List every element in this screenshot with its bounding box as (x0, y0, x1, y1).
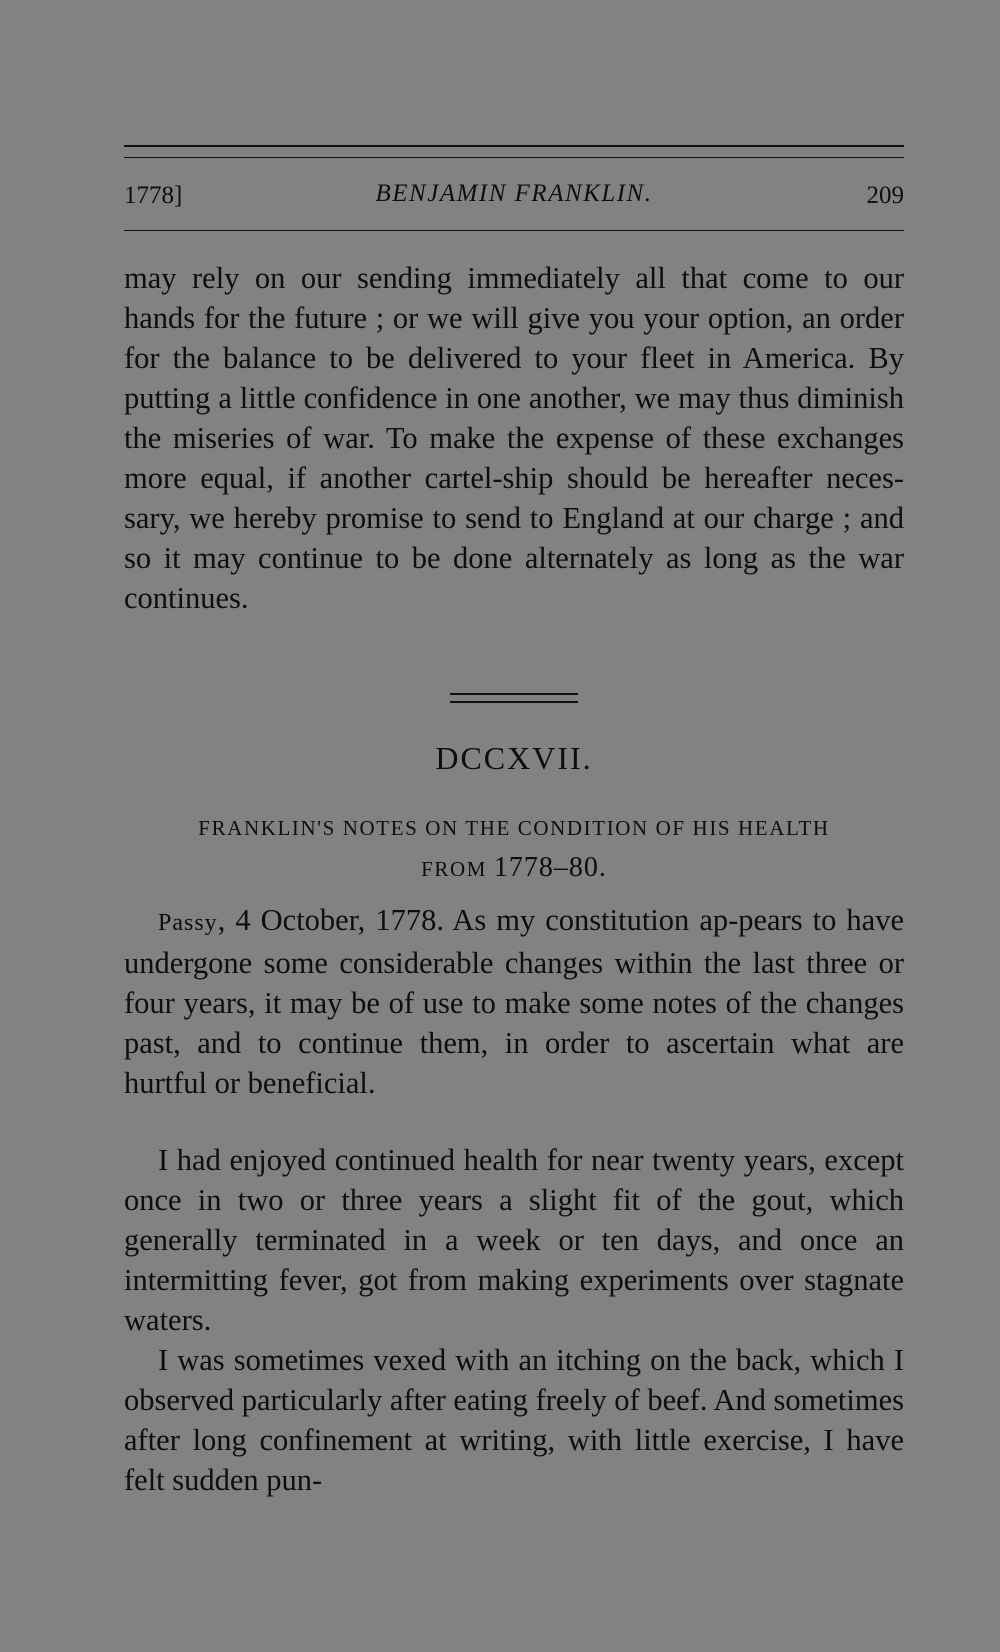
section-number: DCCXVII. (435, 740, 593, 776)
section-title-line1: FRANKLIN'S NOTES ON THE CONDITION OF HIS HEALTH (198, 816, 830, 840)
paragraph-2: I had enjoyed continued health for near twenty years, except once in two or three years a slight fit of the gout, which generally terminated in a week or ten days, and once an intermitting fever, got from making experiments over stagnate waters. (124, 1143, 904, 1337)
section-divider-top (450, 693, 578, 695)
section-title (124, 808, 904, 889)
section-divider-bottom (450, 701, 578, 703)
running-head-title: BENJAMIN FRANKLIN. (375, 180, 653, 207)
header-rule-top (124, 145, 904, 147)
paragraph-1-body: , 4 October, 1778. As my constitution ap-pears to have undergone some considerable changes within the last three or four years, it may be of use to make some notes of the changes past, and to continue them, in order to ascertain what are hurtful or beneficial. (124, 903, 904, 1100)
header-rule-second (124, 157, 904, 158)
paragraph-3: I was sometimes vexed with an itching on the back, which I observed particularly after eating freely of beef. And sometimes after long confinement at writing, with little exercise, I have felt sudden pun- (124, 1343, 904, 1497)
dateline-place: Passy (158, 910, 218, 936)
section-title-line2 (124, 848, 904, 889)
page-number: 209 (866, 182, 904, 209)
section-title-from: FROM (421, 857, 488, 881)
section-title-years: 1778–80. (493, 852, 607, 883)
continuation-paragraph: may rely on our sending immediately all that come to our hands for the future ; or we will give you your option, an order for the balance to be delivered to your fleet in America. By putting a little confidence in one another, we may thus diminish the miseries of war. To make the expense of these exchanges more equal, if another cartel-ship should be hereafter neces-sary, we hereby promise to send to England at our charge ; and so it may continue to be done alternately as long as the war continues. (124, 261, 904, 615)
running-head-year: 1778] (124, 182, 183, 209)
running-head (124, 178, 904, 218)
paragraph-1 (124, 900, 904, 1103)
header-rule-bottom (124, 230, 904, 231)
